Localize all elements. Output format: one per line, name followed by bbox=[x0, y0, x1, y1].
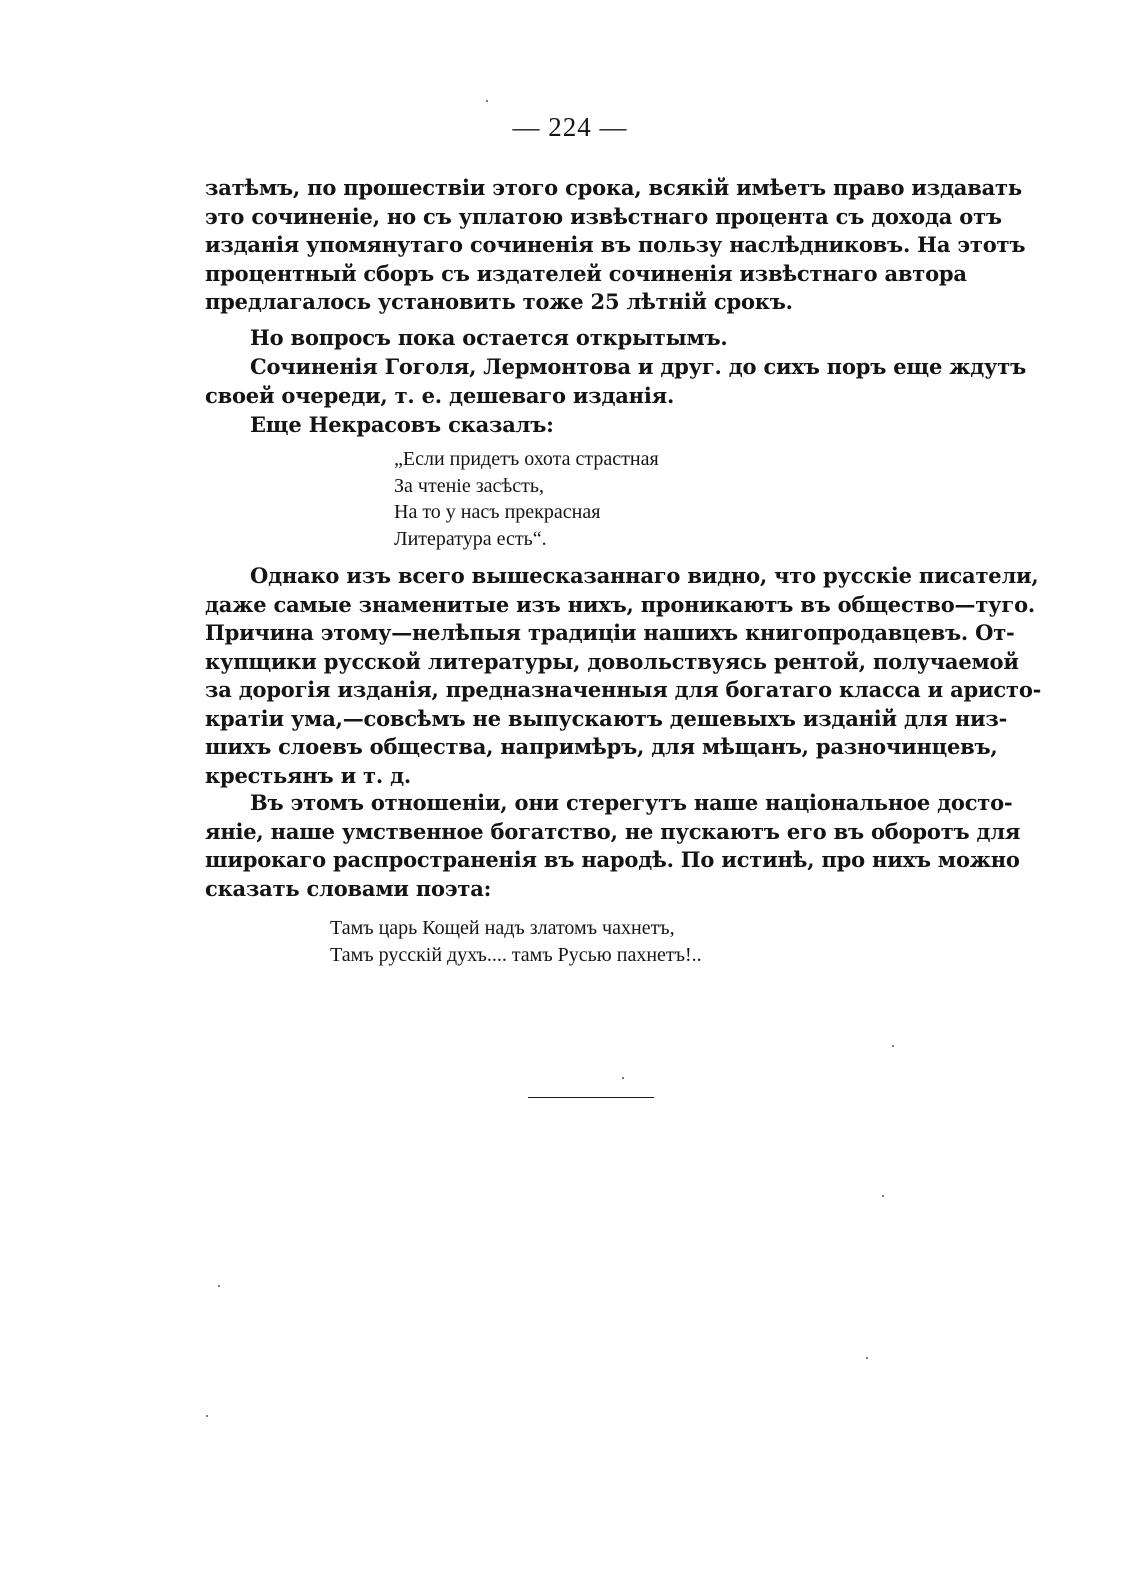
paragraph bbox=[205, 789, 1021, 903]
text-line: крестьянъ и т. д. bbox=[205, 762, 411, 788]
paragraph bbox=[205, 411, 957, 440]
text-line: за дорогія изданія, предназначенныя для богатаго класса и аристо- bbox=[205, 677, 1042, 702]
paragraph bbox=[205, 174, 1026, 317]
paragraph bbox=[205, 562, 1042, 790]
text-line: даже самые знаменитые изъ нихъ, проникаютъ въ общество—туго. bbox=[205, 591, 1035, 617]
verse-quote bbox=[394, 446, 659, 552]
text-line: Въ этомъ отношеніи, они стерегутъ наше національное досто- bbox=[250, 790, 1013, 815]
scan-speck bbox=[622, 1077, 624, 1079]
scan-speck bbox=[218, 1285, 220, 1287]
text-line: Однако изъ всего вышесказаннаго видно, что русскіе писатели, bbox=[250, 563, 1039, 588]
verse-line: „Если придетъ охота страстная bbox=[394, 448, 659, 470]
text-line: Но вопросъ пока остается открытымъ. bbox=[250, 325, 728, 350]
text-line: это сочиненіе, но съ уплатою извѣстнаго процента съ дохода отъ bbox=[205, 203, 1002, 229]
text-line: Еще Некрасовъ сказалъ: bbox=[250, 412, 554, 437]
text-line: затѣмъ, по прошествіи этого срока, всякій имѣетъ право издавать bbox=[205, 175, 1022, 200]
text-line: купщики русской литературы, довольствуясь рентой, получаемой bbox=[205, 648, 1019, 674]
paragraph bbox=[205, 353, 1026, 410]
text-line: Сочиненія Гоголя, Лермонтова и друг. до сихъ поръ еще ждутъ bbox=[250, 354, 1026, 379]
scan-speck bbox=[866, 1357, 868, 1359]
text-line: кратіи ума,—совсѣмъ не выпускаютъ дешевыхъ изданій для низ- bbox=[205, 705, 1008, 731]
scan-speck bbox=[486, 100, 488, 102]
text-line: предлагалось установить тоже 25 лѣтній срокъ. bbox=[205, 289, 793, 314]
verse-line: За чтеніе засѣсть, bbox=[394, 474, 544, 497]
scan-speck bbox=[892, 1045, 894, 1047]
text-line: широкаго распространенія въ народѣ. По истинѣ, про нихъ можно bbox=[205, 847, 1020, 872]
text-line: Причина этому—нелѣпыя традиціи нашихъ книгопродавцевъ. От- bbox=[205, 620, 1015, 645]
text-line: своей очереди, т. е. дешеваго изданія. bbox=[205, 382, 675, 408]
text-line: яніе, наше умственное богатство, не пускаютъ его въ оборотъ для bbox=[205, 818, 1021, 844]
verse-quote bbox=[330, 915, 702, 968]
verse-line: Тамъ русскій духъ.... тамъ Русью пахнетъ!.. bbox=[330, 943, 702, 966]
text-line: процентный сборъ съ издателей сочиненія извѣстнаго автора bbox=[205, 260, 967, 286]
text-line: шихъ слоевъ общества, напримѣръ, для мѣщанъ, разночинцевъ, bbox=[205, 734, 998, 759]
paragraph bbox=[205, 324, 957, 353]
text-line: сказать словами поэта: bbox=[205, 875, 492, 901]
verse-line: Литература есть“. bbox=[394, 527, 547, 550]
verse-line: Тамъ царь Кощей надъ златомъ чахнетъ, bbox=[330, 917, 675, 939]
page-number: — 224 — bbox=[512, 112, 628, 142]
scan-speck bbox=[206, 1415, 208, 1417]
verse-line: На то у насъ прекрасная bbox=[394, 501, 601, 523]
section-divider bbox=[528, 1097, 654, 1098]
scan-speck bbox=[882, 1195, 884, 1197]
text-line: изданія упомянутаго сочиненія въ пользу наслѣдниковъ. На этотъ bbox=[205, 232, 1026, 257]
